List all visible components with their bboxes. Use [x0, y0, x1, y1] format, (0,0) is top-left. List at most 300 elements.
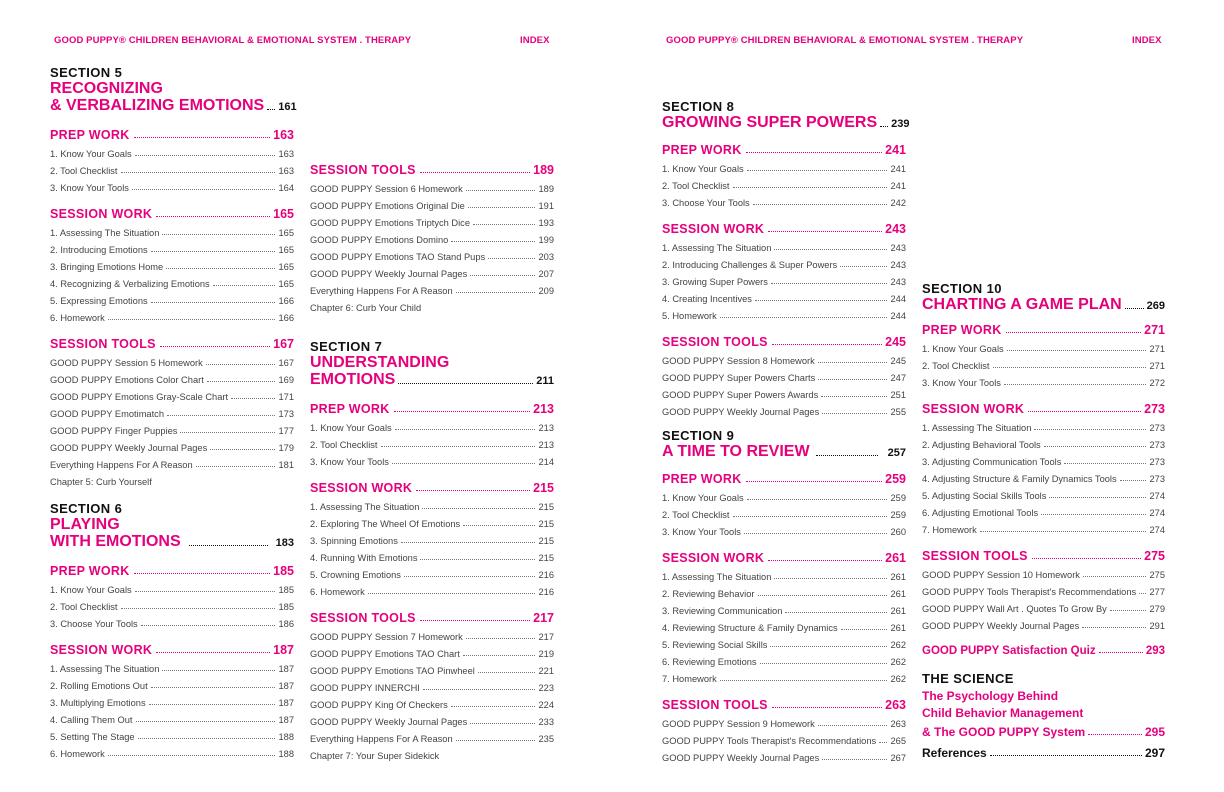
subsection-title: PREP WORK	[662, 472, 742, 486]
page-number: 209	[538, 286, 554, 296]
page-number: 199	[538, 235, 554, 245]
page-number: 257	[887, 447, 906, 459]
science-title-line: Child Behavior Management	[922, 706, 1084, 720]
toc-entry[interactable]	[310, 563, 554, 580]
toc-entry[interactable]	[50, 238, 294, 255]
entry-title: 3. Adjusting Communication Tools	[922, 457, 1062, 467]
entry-title: 1. Know Your Goals	[922, 344, 1004, 354]
entry-title: 4. Adjusting Structure & Family Dynamics Tools	[922, 474, 1117, 484]
section-label: SECTION 9	[662, 428, 735, 443]
page-number: 243	[890, 243, 906, 253]
toc-entry[interactable]	[50, 272, 294, 289]
page-number: 271	[1149, 361, 1165, 371]
page-number: 291	[1149, 621, 1165, 631]
toc-entry[interactable]	[310, 228, 554, 245]
entry-title: 2. Tool Checklist	[50, 602, 118, 612]
toc-entry[interactable]	[310, 529, 554, 546]
entry-title: 1. Know Your Goals	[50, 585, 132, 595]
toc-entry[interactable]	[922, 337, 1165, 354]
page-number: 243	[890, 260, 906, 270]
entry-title: GOOD PUPPY Emotions TAO Stand Pups	[310, 252, 486, 262]
subsection-heading[interactable]	[310, 161, 554, 177]
page-number: 213	[538, 440, 554, 450]
page-number: 215	[538, 536, 554, 546]
toc-entry[interactable]	[50, 306, 294, 323]
page-number: 261	[890, 589, 906, 599]
satisfaction-quiz-entry[interactable]	[922, 641, 1165, 657]
page-number: 272	[1149, 378, 1165, 388]
page-number: 188	[278, 732, 294, 742]
section-label: SECTION 10	[922, 281, 1002, 296]
subsection-heading[interactable]	[662, 333, 906, 349]
toc-entry[interactable]	[662, 157, 906, 174]
subsection-title: SESSION WORK	[662, 551, 765, 565]
entry-title: 7. Homework	[922, 525, 977, 535]
toc-entry[interactable]	[662, 582, 906, 599]
toc-entry[interactable]	[310, 262, 554, 279]
page-number: 185	[273, 564, 294, 578]
toc-entry[interactable]	[310, 727, 554, 744]
toc-entry[interactable]	[662, 633, 906, 650]
entry-title: GOOD PUPPY Emotimatch	[50, 409, 165, 419]
entry-title: 2. Tool Checklist	[662, 510, 730, 520]
toc-entry[interactable]	[922, 467, 1165, 484]
page-number: 247	[890, 373, 906, 383]
subsection-heading[interactable]	[922, 321, 1165, 337]
toc-entry[interactable]	[662, 270, 906, 287]
page-number: 275	[1149, 570, 1165, 580]
entry-title: 4. Calling Them Out	[50, 715, 133, 725]
page-number: 217	[533, 611, 554, 625]
entry-title: 2. Introducing Emotions	[50, 245, 148, 255]
entry-title: 4. Recognizing & Verbalizing Emotions	[50, 279, 210, 289]
entry-title: 2. Introducing Challenges & Super Powers	[662, 260, 838, 270]
toc-entry[interactable]	[50, 595, 294, 612]
page-number: 273	[1149, 423, 1165, 433]
running-header: GOOD PUPPY® CHILDREN BEHAVIORAL & EMOTIONAL SYSTEM . THERAPY	[54, 35, 412, 46]
subsection-title: SESSION WORK	[50, 643, 153, 657]
toc-entry[interactable]	[50, 176, 294, 193]
subsection-heading[interactable]	[922, 547, 1165, 563]
subsection-heading[interactable]	[310, 479, 554, 495]
entry-title: 6. Homework	[310, 587, 365, 597]
page-number: 169	[278, 375, 294, 385]
entry-title: 1. Assessing The Situation	[310, 502, 420, 512]
page-number: 164	[278, 183, 294, 193]
toc-entry[interactable]	[50, 142, 294, 159]
section-title-line[interactable]	[50, 97, 297, 114]
entry-title: GOOD PUPPY Session 5 Homework	[50, 358, 203, 368]
page-number: 274	[1149, 491, 1165, 501]
toc-entry[interactable]	[310, 416, 554, 433]
toc-entry[interactable]	[310, 194, 554, 211]
subsection-heading[interactable]	[50, 562, 294, 578]
toc-entry[interactable]	[310, 710, 554, 727]
toc-entry[interactable]	[662, 565, 906, 582]
entry-title: 2. Tool Checklist	[922, 361, 990, 371]
page-number: 163	[278, 149, 294, 159]
entry-title: Everything Happens For A Reason	[310, 286, 453, 296]
entry-title: GOOD PUPPY Tools Therapist's Recommendations	[922, 587, 1137, 597]
entry-title: 6. Homework	[50, 749, 105, 759]
page-number: 171	[278, 392, 294, 402]
page-number: 242	[890, 198, 906, 208]
toc-entry[interactable]	[310, 433, 554, 450]
toc-entry[interactable]	[50, 657, 294, 674]
entry-title: 2. Tool Checklist	[50, 166, 118, 176]
toc-entry[interactable]	[310, 546, 554, 563]
page-number: 263	[890, 719, 906, 729]
entry-title: GOOD PUPPY Super Powers Awards	[662, 390, 819, 400]
page-number: 239	[891, 118, 910, 130]
chapter-entry[interactable]: Chapter 5: Curb Yourself	[50, 477, 152, 487]
toc-entry[interactable]	[50, 436, 294, 453]
page-number: 273	[1149, 474, 1165, 484]
page-number: 261	[890, 572, 906, 582]
toc-entry[interactable]	[922, 354, 1165, 371]
toc-entry[interactable]	[310, 625, 554, 642]
toc-entry[interactable]	[922, 580, 1165, 597]
index-label: INDEX	[1132, 35, 1162, 46]
entry-title: 7. Homework	[662, 674, 717, 684]
page-number: 245	[890, 356, 906, 366]
toc-entry[interactable]	[50, 289, 294, 306]
page-number: 273	[1144, 402, 1165, 416]
page-number: 163	[278, 166, 294, 176]
page-number: 241	[890, 164, 906, 174]
entry-title: 3. Growing Super Powers	[662, 277, 768, 287]
section-8	[662, 99, 910, 417]
entry-title: Everything Happens For A Reason	[310, 734, 453, 744]
entry-title: GOOD PUPPY Weekly Journal Pages	[922, 621, 1080, 631]
page-number: 259	[890, 493, 906, 503]
toc-entry[interactable]	[310, 659, 554, 676]
page-number: 186	[278, 619, 294, 629]
toc-entry[interactable]	[922, 450, 1165, 467]
entry-title: & The GOOD PUPPY System	[922, 725, 1086, 739]
entry-title: 5. Reviewing Social Skills	[662, 640, 768, 650]
right-page	[612, 0, 1224, 792]
toc-entry[interactable]	[662, 304, 906, 321]
page-number: 187	[278, 715, 294, 725]
toc-entry[interactable]	[662, 236, 906, 253]
page-number: 187	[273, 643, 294, 657]
subsection-heading[interactable]	[662, 549, 906, 565]
page-number: 187	[278, 698, 294, 708]
section-title: & VERBALIZING EMOTIONS	[50, 97, 265, 114]
subsection-title: SESSION TOOLS	[662, 335, 768, 349]
entry-title: 5. Homework	[662, 311, 717, 321]
entry-title: GOOD PUPPY Satisfaction Quiz	[922, 645, 1096, 657]
toc-entry[interactable]	[50, 674, 294, 691]
page-number: 262	[890, 640, 906, 650]
toc-entry[interactable]	[662, 191, 906, 208]
page-number: 295	[1144, 725, 1165, 739]
entry-title: 3. Know Your Tools	[310, 457, 389, 467]
toc-entry[interactable]	[662, 486, 906, 503]
page-number: 185	[278, 602, 294, 612]
page-number: 265	[890, 736, 906, 746]
page-number: 244	[890, 311, 906, 321]
page-number: 213	[538, 423, 554, 433]
toc-entry[interactable]	[310, 642, 554, 659]
toc-entry[interactable]	[310, 495, 554, 512]
subsection-title: PREP WORK	[922, 323, 1002, 337]
subsection-heading[interactable]	[50, 641, 294, 657]
page-number: 241	[885, 143, 906, 157]
section-title: A TIME TO REVIEW	[662, 443, 810, 460]
entry-title: GOOD PUPPY Super Powers Charts	[662, 373, 816, 383]
entry-title: GOOD PUPPY Finger Puppies	[50, 426, 178, 436]
toc-entry[interactable]	[922, 501, 1165, 518]
toc-entry[interactable]	[922, 484, 1165, 501]
science-label: THE SCIENCE	[922, 671, 1014, 686]
entry-title: GOOD PUPPY Tools Therapist's Recommendations	[662, 736, 877, 746]
subsection-title: SESSION TOOLS	[310, 163, 416, 177]
science-entry[interactable]	[922, 722, 1165, 739]
page-number: 274	[1149, 525, 1165, 535]
section-title-line[interactable]	[922, 296, 1165, 313]
page-number: 215	[538, 519, 554, 529]
page-number: 215	[538, 553, 554, 563]
page-number: 219	[538, 649, 554, 659]
toc-entry[interactable]	[310, 693, 554, 710]
entry-title: 2. Tool Checklist	[310, 440, 378, 450]
page-number: 187	[278, 664, 294, 674]
toc-entry[interactable]	[50, 159, 294, 176]
page-number: 214	[538, 457, 554, 467]
toc-entry[interactable]	[922, 371, 1165, 388]
entry-title: GOOD PUPPY Emotions TAO Pinwheel	[310, 666, 475, 676]
subsection-heading[interactable]	[662, 470, 906, 486]
toc-entry[interactable]	[50, 351, 294, 368]
toc-entry[interactable]	[310, 450, 554, 467]
toc-entry[interactable]	[662, 599, 906, 616]
page-number: 243	[890, 277, 906, 287]
toc-entry[interactable]	[50, 453, 294, 470]
toc-entry[interactable]	[310, 245, 554, 262]
toc-entry[interactable]	[50, 578, 294, 595]
entry-title: GOOD PUPPY Emotions TAO Chart	[310, 649, 460, 659]
section-title: WITH EMOTIONS	[50, 533, 181, 550]
page-number: 161	[278, 101, 297, 113]
section-title-line[interactable]	[50, 533, 294, 550]
section-title-line[interactable]	[662, 443, 906, 460]
subsection-heading[interactable]	[50, 126, 294, 142]
page-number: 189	[533, 163, 554, 177]
section-9	[662, 429, 906, 763]
page-number: 179	[278, 443, 294, 453]
page-number: 211	[536, 375, 554, 387]
page-number: 216	[538, 570, 554, 580]
toc-entry[interactable]	[922, 433, 1165, 450]
page-number: 165	[278, 245, 294, 255]
page-number: 263	[885, 698, 906, 712]
toc-entry[interactable]	[310, 580, 554, 597]
toc-entry[interactable]	[310, 512, 554, 529]
toc-entry[interactable]	[922, 518, 1165, 535]
page-number: 213	[533, 402, 554, 416]
page-number: 275	[1144, 549, 1165, 563]
toc-entry[interactable]	[662, 174, 906, 191]
toc-entry[interactable]	[310, 177, 554, 194]
entry-title: GOOD PUPPY Weekly Journal Pages	[310, 717, 468, 727]
subsection-heading[interactable]	[50, 205, 294, 221]
entry-title: 3. Know Your Tools	[50, 183, 129, 193]
toc-entry[interactable]	[310, 676, 554, 693]
entry-title: GOOD PUPPY Emotions Domino	[310, 235, 449, 245]
page-number: 243	[885, 222, 906, 236]
entry-title: 3. Spinning Emotions	[310, 536, 398, 546]
section-title: UNDERSTANDING	[310, 354, 450, 371]
section-label: SECTION 8	[662, 99, 735, 114]
subsection-heading[interactable]	[310, 400, 554, 416]
entry-title: 2. Rolling Emotions Out	[50, 681, 148, 691]
toc-entry[interactable]	[50, 742, 294, 759]
toc-entry[interactable]	[50, 691, 294, 708]
entry-title: 3. Choose Your Tools	[662, 198, 750, 208]
toc-entry[interactable]	[662, 366, 906, 383]
page-number: 181	[278, 460, 294, 470]
chapter-entry[interactable]: Chapter 7: Your Super Sidekick	[310, 751, 440, 761]
page-number: 235	[538, 734, 554, 744]
entry-title: 3. Know Your Tools	[662, 527, 741, 537]
chapter-entry[interactable]: Chapter 6: Curb Your Child	[310, 303, 422, 313]
entry-title: GOOD PUPPY Emotions Gray-Scale Chart	[50, 392, 229, 402]
page-number: 167	[278, 358, 294, 368]
toc-entry[interactable]	[662, 253, 906, 270]
entry-title: 1. Assessing The Situation	[662, 243, 772, 253]
toc-entry[interactable]	[50, 708, 294, 725]
subsection-heading[interactable]	[662, 696, 906, 712]
entry-title: 1. Know Your Goals	[662, 164, 744, 174]
toc-entry[interactable]	[662, 650, 906, 667]
page-number: 259	[890, 510, 906, 520]
toc-entry[interactable]	[50, 221, 294, 238]
toc-entry[interactable]	[662, 712, 906, 729]
toc-entry[interactable]	[50, 368, 294, 385]
subsection-title: SESSION WORK	[310, 481, 413, 495]
toc-entry[interactable]	[310, 279, 554, 296]
subsection-heading[interactable]	[922, 400, 1165, 416]
entry-title: 4. Creating Incentives	[662, 294, 752, 304]
entry-title: GOOD PUPPY Weekly Journal Pages	[662, 753, 820, 763]
page-number: 267	[890, 753, 906, 763]
toc-entry[interactable]	[662, 667, 906, 684]
page-number: 241	[890, 181, 906, 191]
toc-entry[interactable]	[922, 597, 1165, 614]
toc-entry[interactable]	[662, 520, 906, 537]
page-number: 221	[538, 666, 554, 676]
index-label: INDEX	[520, 35, 550, 46]
page-number: 163	[273, 128, 294, 142]
page-number: 262	[890, 674, 906, 684]
page-number: 271	[1144, 323, 1165, 337]
page-number: 177	[278, 426, 294, 436]
section-label: SECTION 6	[50, 501, 123, 516]
toc-entry[interactable]	[50, 385, 294, 402]
entry-title: 2. Reviewing Behavior	[662, 589, 755, 599]
toc-entry[interactable]	[50, 419, 294, 436]
toc-entry[interactable]	[50, 255, 294, 272]
subsection-heading[interactable]	[662, 141, 906, 157]
entry-title: 1. Assessing The Situation	[922, 423, 1032, 433]
subsection-title: SESSION WORK	[50, 207, 153, 221]
toc-entry[interactable]	[922, 416, 1165, 433]
page-number: 165	[273, 207, 294, 221]
toc-entry[interactable]	[662, 616, 906, 633]
page-number: 223	[538, 683, 554, 693]
subsection-title: SESSION TOOLS	[662, 698, 768, 712]
toc-entry[interactable]	[662, 383, 906, 400]
toc-entry[interactable]	[662, 729, 906, 746]
subsection-heading[interactable]	[50, 335, 294, 351]
entry-title: 3. Know Your Tools	[922, 378, 1001, 388]
section-title: CHARTING A GAME PLAN	[922, 296, 1122, 313]
page-number: 262	[890, 657, 906, 667]
toc-entry[interactable]	[50, 612, 294, 629]
page-number: 233	[538, 717, 554, 727]
toc-entry[interactable]	[662, 503, 906, 520]
entry-title: 1. Assessing The Situation	[662, 572, 772, 582]
subsection-heading[interactable]	[310, 609, 554, 625]
entry-title: GOOD PUPPY Session 9 Homework	[662, 719, 815, 729]
section-title: RECOGNIZING	[50, 80, 163, 97]
toc-entry[interactable]	[310, 211, 554, 228]
page-number: 203	[538, 252, 554, 262]
page-number: 245	[885, 335, 906, 349]
subsection-title: SESSION WORK	[662, 222, 765, 236]
entry-title: 1. Assessing The Situation	[50, 664, 160, 674]
entry-title: 6. Reviewing Emotions	[662, 657, 757, 667]
page-number: 269	[1146, 300, 1165, 312]
entry-title: 5. Setting The Stage	[50, 732, 135, 742]
running-header: GOOD PUPPY® CHILDREN BEHAVIORAL & EMOTIONAL SYSTEM . THERAPY	[666, 35, 1024, 46]
entry-title: 6. Homework	[50, 313, 105, 323]
entry-title: GOOD PUPPY Session 6 Homework	[310, 184, 463, 194]
toc-entry[interactable]	[662, 287, 906, 304]
references-entry[interactable]	[922, 743, 1165, 760]
toc-entry[interactable]	[922, 563, 1165, 580]
page-number: 224	[538, 700, 554, 710]
section-6	[50, 502, 294, 759]
entry-title: GOOD PUPPY Wall Art . Quotes To Grow By	[922, 604, 1107, 614]
entry-title: 5. Crowning Emotions	[310, 570, 401, 580]
toc-entry[interactable]	[662, 746, 906, 763]
entry-title: 3. Choose Your Tools	[50, 619, 138, 629]
page-number: 165	[278, 279, 294, 289]
entry-title: 1. Know Your Goals	[50, 149, 132, 159]
toc-entry[interactable]	[50, 725, 294, 742]
page-number: 216	[538, 587, 554, 597]
page-number: 166	[278, 296, 294, 306]
subsection-title: SESSION TOOLS	[922, 549, 1028, 563]
entry-title: Everything Happens For A Reason	[50, 460, 193, 470]
toc-entry[interactable]	[50, 402, 294, 419]
section-title-line[interactable]	[662, 114, 910, 131]
section-5	[50, 65, 297, 487]
subsection-heading[interactable]	[662, 220, 906, 236]
toc-entry[interactable]	[662, 349, 906, 366]
toc-entry[interactable]	[662, 400, 906, 417]
page-number: 215	[538, 502, 554, 512]
section-title: PLAYING	[50, 516, 120, 533]
page-number: 255	[890, 407, 906, 417]
section-title-line[interactable]	[310, 371, 554, 388]
toc-entry[interactable]	[922, 614, 1165, 631]
page-number: 279	[1149, 604, 1165, 614]
section-6-tools	[310, 161, 554, 313]
